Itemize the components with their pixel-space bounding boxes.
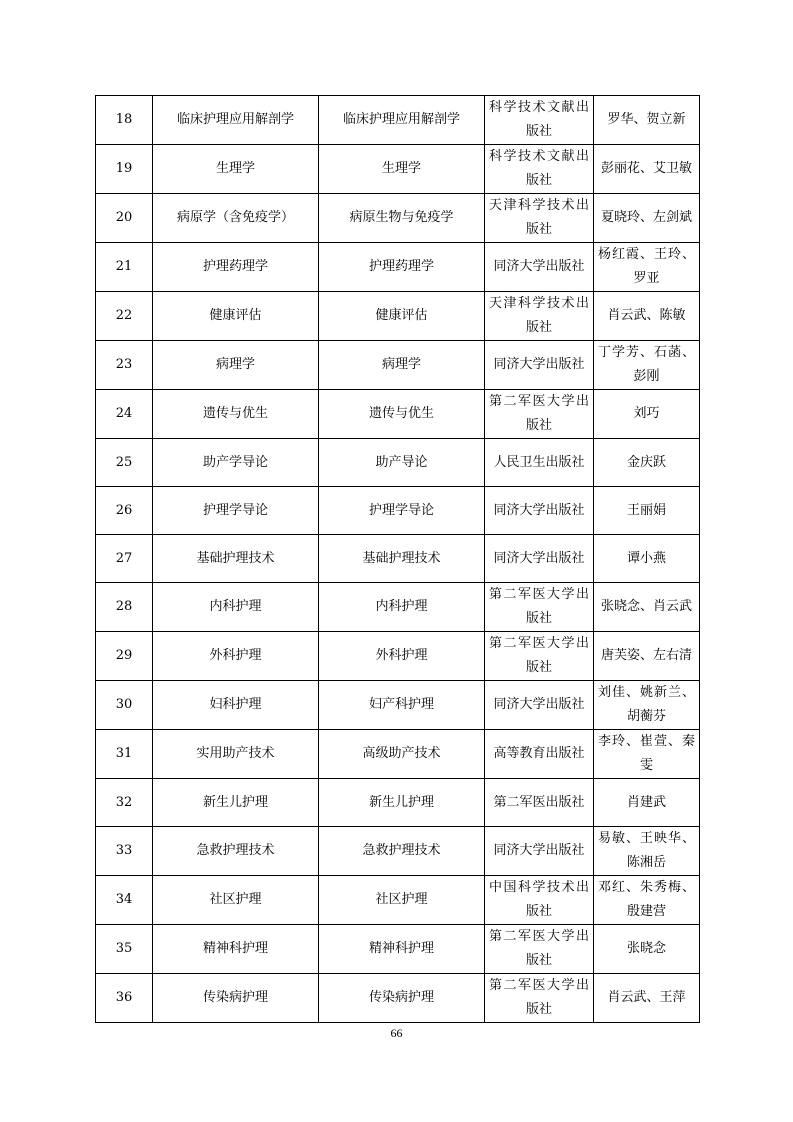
table-row [96,390,700,439]
textbook-name-cell: 护理学导论 [319,487,485,535]
course-name-cell: 病原学（含免疫学） [153,194,319,243]
course-name-cell: 新生儿护理 [153,779,319,827]
publisher-cell: 第二军医大学出版社 [485,925,594,974]
publisher-cell: 同济大学出版社 [485,487,594,535]
row-number-cell: 36 [96,974,153,1023]
row-number-cell: 32 [96,779,153,827]
table-row [96,925,700,974]
row-number-cell: 20 [96,194,153,243]
author-cell: 邓红、朱秀梅、殷建营 [594,876,700,925]
row-number-cell: 23 [96,341,153,390]
publisher-cell: 科学技术文献出版社 [485,96,594,145]
course-name-cell: 急救护理技术 [153,827,319,876]
publisher-cell: 同济大学出版社 [485,535,594,583]
course-name-cell: 实用助产技术 [153,730,319,779]
table-row [96,876,700,925]
publisher-cell: 人民卫生出版社 [485,439,594,487]
textbook-name-cell: 基础护理技术 [319,535,485,583]
row-number-cell: 21 [96,243,153,292]
table-row [96,439,700,487]
course-name-cell: 护理药理学 [153,243,319,292]
course-name-cell: 外科护理 [153,632,319,681]
table-row [96,827,700,876]
course-name-cell: 基础护理技术 [153,535,319,583]
table-body [96,96,700,1023]
author-cell: 肖云武、陈敏 [594,292,700,341]
table-row [96,779,700,827]
author-cell: 肖建武 [594,779,700,827]
publisher-cell: 同济大学出版社 [485,341,594,390]
course-name-cell: 病理学 [153,341,319,390]
table-row [96,243,700,292]
author-cell: 唐芙姿、左右清 [594,632,700,681]
publisher-cell: 第二军医大学出版社 [485,583,594,632]
table-row [96,583,700,632]
textbook-name-cell: 新生儿护理 [319,779,485,827]
author-cell: 丁学芳、石菡、彭刚 [594,341,700,390]
textbook-name-cell: 外科护理 [319,632,485,681]
author-cell: 罗华、贺立新 [594,96,700,145]
row-number-cell: 31 [96,730,153,779]
course-name-cell: 遗传与优生 [153,390,319,439]
publisher-cell: 中国科学技术出版社 [485,876,594,925]
publisher-cell: 第二军医大学出版社 [485,974,594,1023]
course-name-cell: 内科护理 [153,583,319,632]
row-number-cell: 24 [96,390,153,439]
table-row [96,194,700,243]
page-number: 66 [390,1026,403,1040]
publisher-cell: 第二军医大学出版社 [485,390,594,439]
course-name-cell: 传染病护理 [153,974,319,1023]
publisher-cell: 同济大学出版社 [485,243,594,292]
textbook-name-cell: 高级助产技术 [319,730,485,779]
textbook-name-cell: 临床护理应用解剖学 [319,96,485,145]
author-cell: 杨红霞、王玲、罗亚 [594,243,700,292]
table-row [96,681,700,730]
author-cell: 张晓念、肖云武 [594,583,700,632]
textbook-name-cell: 护理药理学 [319,243,485,292]
textbook-name-cell: 精神科护理 [319,925,485,974]
publisher-cell: 同济大学出版社 [485,681,594,730]
table-row [96,535,700,583]
publisher-cell: 天津科学技术出版社 [485,292,594,341]
author-cell: 刘佳、姚新兰、胡蘅芬 [594,681,700,730]
course-name-cell: 妇科护理 [153,681,319,730]
author-cell: 夏晓玲、左剑斌 [594,194,700,243]
table-row [96,974,700,1023]
row-number-cell: 35 [96,925,153,974]
author-cell: 刘巧 [594,390,700,439]
author-cell: 张晓念 [594,925,700,974]
author-cell: 彭丽花、艾卫敏 [594,145,700,194]
row-number-cell: 34 [96,876,153,925]
course-name-cell: 健康评估 [153,292,319,341]
publisher-cell: 同济大学出版社 [485,827,594,876]
author-cell: 王丽娟 [594,487,700,535]
course-name-cell: 生理学 [153,145,319,194]
course-name-cell: 助产学导论 [153,439,319,487]
publisher-cell: 高等教育出版社 [485,730,594,779]
table-row [96,145,700,194]
row-number-cell: 22 [96,292,153,341]
course-name-cell: 社区护理 [153,876,319,925]
course-name-cell: 护理学导论 [153,487,319,535]
textbook-name-cell: 传染病护理 [319,974,485,1023]
row-number-cell: 26 [96,487,153,535]
publisher-cell: 第二军医出版社 [485,779,594,827]
publisher-cell: 第二军医大学出版社 [485,632,594,681]
author-cell: 谭小燕 [594,535,700,583]
textbook-name-cell: 病原生物与免疫学 [319,194,485,243]
textbook-name-cell: 社区护理 [319,876,485,925]
row-number-cell: 28 [96,583,153,632]
publisher-cell: 科学技术文献出版社 [485,145,594,194]
row-number-cell: 29 [96,632,153,681]
author-cell: 李玲、崔萱、秦雯 [594,730,700,779]
row-number-cell: 25 [96,439,153,487]
textbook-name-cell: 急救护理技术 [319,827,485,876]
course-textbook-table [95,95,700,1023]
course-name-cell: 临床护理应用解剖学 [153,96,319,145]
row-number-cell: 27 [96,535,153,583]
table-row [96,730,700,779]
table-row [96,487,700,535]
textbook-name-cell: 生理学 [319,145,485,194]
table-row [96,341,700,390]
author-cell: 易敏、王映华、陈湘岳 [594,827,700,876]
row-number-cell: 19 [96,145,153,194]
textbook-name-cell: 健康评估 [319,292,485,341]
textbook-name-cell: 内科护理 [319,583,485,632]
publisher-cell: 天津科学技术出版社 [485,194,594,243]
textbook-name-cell: 病理学 [319,341,485,390]
textbook-name-cell: 助产导论 [319,439,485,487]
row-number-cell: 18 [96,96,153,145]
row-number-cell: 30 [96,681,153,730]
table-row [96,96,700,145]
course-name-cell: 精神科护理 [153,925,319,974]
author-cell: 肖云武、王萍 [594,974,700,1023]
textbook-name-cell: 妇产科护理 [319,681,485,730]
table-row [96,292,700,341]
author-cell: 金庆跃 [594,439,700,487]
table-row [96,632,700,681]
textbook-name-cell: 遗传与优生 [319,390,485,439]
row-number-cell: 33 [96,827,153,876]
